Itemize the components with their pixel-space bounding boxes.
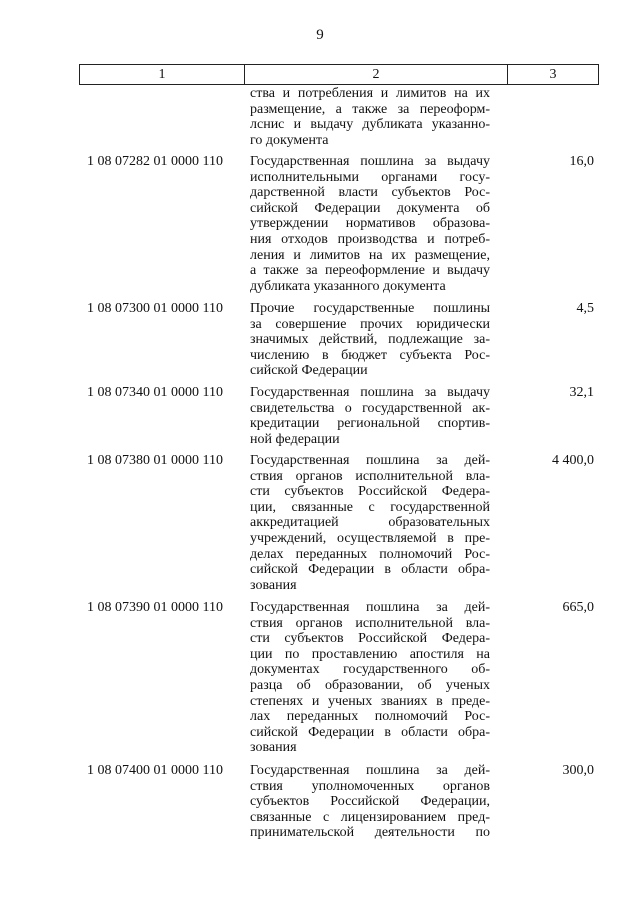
row-amount: 32,1 xyxy=(569,385,594,400)
row-description xyxy=(250,154,490,294)
description-line: делах переданных полномочий Рос- xyxy=(250,546,490,562)
description-line: Государственная пошлина за дей- xyxy=(250,763,490,778)
row-code: 1 08 07380 01 0000 110 xyxy=(87,453,223,468)
description-line: зования xyxy=(250,577,297,593)
description-line: ции, связанные с государственной xyxy=(250,499,490,515)
description-line: утверждении нормативов образова- xyxy=(250,216,490,232)
description-line: сти субъектов Российской Федера- xyxy=(250,484,490,500)
description-line: зования xyxy=(250,740,297,756)
row-description xyxy=(250,301,490,379)
description-line: ства и потребления и лимитов на их xyxy=(250,86,490,101)
description-line: а также за переоформление и выдачу xyxy=(250,263,490,279)
description-line: принимательской деятельности по xyxy=(250,825,490,841)
description-line: ции по проставлению апостиля на xyxy=(250,646,490,662)
row-amount: 4,5 xyxy=(576,301,594,316)
description-line: учреждений, осуществляемой в пре- xyxy=(250,530,490,546)
description-line: Государственная пошлина за дей- xyxy=(250,453,490,468)
description-line: ления и лимитов на их размещение, xyxy=(250,247,490,263)
description-line: аккредитацией образовательных xyxy=(250,515,490,531)
row-amount: 300,0 xyxy=(562,763,594,778)
description-line: степенях и ученых званиях в преде- xyxy=(250,693,490,709)
row-code: 1 08 07282 01 0000 110 xyxy=(87,154,223,169)
description-line: размещение, а также за переоформ- xyxy=(250,101,490,117)
row-description xyxy=(250,453,490,593)
description-line: Государственная пошлина за выдачу xyxy=(250,154,490,169)
description-line: связанные с лицензированием пред- xyxy=(250,809,490,825)
description-line: числению в бюджет субъекта Рос- xyxy=(250,347,490,363)
description-line: исполнительными органами госу- xyxy=(250,169,490,185)
description-line: сийской Федерации xyxy=(250,363,368,379)
row-code: 1 08 07390 01 0000 110 xyxy=(87,600,223,615)
description-line: ствия органов исполнительной вла- xyxy=(250,615,490,631)
description-line: значимых действий, подлежащие за- xyxy=(250,332,490,348)
description-line: разца об образовании, об ученых xyxy=(250,677,490,693)
description-line: Государственная пошлина за дей- xyxy=(250,600,490,615)
table-header xyxy=(79,64,599,85)
column-header-2: 2 xyxy=(245,65,508,84)
description-line: дубликата указанного документа xyxy=(250,278,446,294)
column-header-1: 1 xyxy=(80,65,245,84)
description-line: Прочие государственные пошлины xyxy=(250,301,490,316)
row-description xyxy=(250,86,490,148)
description-line: ной федерации xyxy=(250,431,340,447)
description-line: свидетельства о государственной ак- xyxy=(250,400,490,416)
description-line: документах государственного об- xyxy=(250,662,490,678)
description-line: дарственной власти субъектов Рос- xyxy=(250,185,490,201)
row-amount: 665,0 xyxy=(562,600,594,615)
description-line: субъектов Российской Федерации, xyxy=(250,794,490,810)
column-header-3: 3 xyxy=(549,67,557,82)
description-line: лснис и выдачу дубликата указанно- xyxy=(250,117,490,133)
row-amount: 16,0 xyxy=(569,154,594,169)
description-line: го документа xyxy=(250,132,329,148)
description-line: ствия уполномоченных органов xyxy=(250,778,490,794)
row-description xyxy=(250,385,490,447)
row-description xyxy=(250,763,490,841)
description-line: ствия органов исполнительной вла- xyxy=(250,468,490,484)
description-line: кредитации региональной спортив- xyxy=(250,416,490,432)
row-code: 1 08 07300 01 0000 110 xyxy=(87,301,223,316)
description-line: сийской Федерации в области обра- xyxy=(250,724,490,740)
row-amount: 4 400,0 xyxy=(552,453,594,468)
description-line: Государственная пошлина за выдачу xyxy=(250,385,490,400)
description-line: сти субъектов Российской Федера- xyxy=(250,631,490,647)
row-description xyxy=(250,600,490,756)
description-line: лах переданных полномочий Рос- xyxy=(250,709,490,725)
description-line: ния отходов производства и потреб- xyxy=(250,231,490,247)
row-code: 1 08 07400 01 0000 110 xyxy=(87,763,223,778)
row-code: 1 08 07340 01 0000 110 xyxy=(87,385,223,400)
description-line: сийской Федерации документа об xyxy=(250,200,490,216)
page-number: 9 xyxy=(316,27,324,43)
description-line: сийской Федерации в области обра- xyxy=(250,562,490,578)
description-line: за совершение прочих юридически xyxy=(250,316,490,332)
